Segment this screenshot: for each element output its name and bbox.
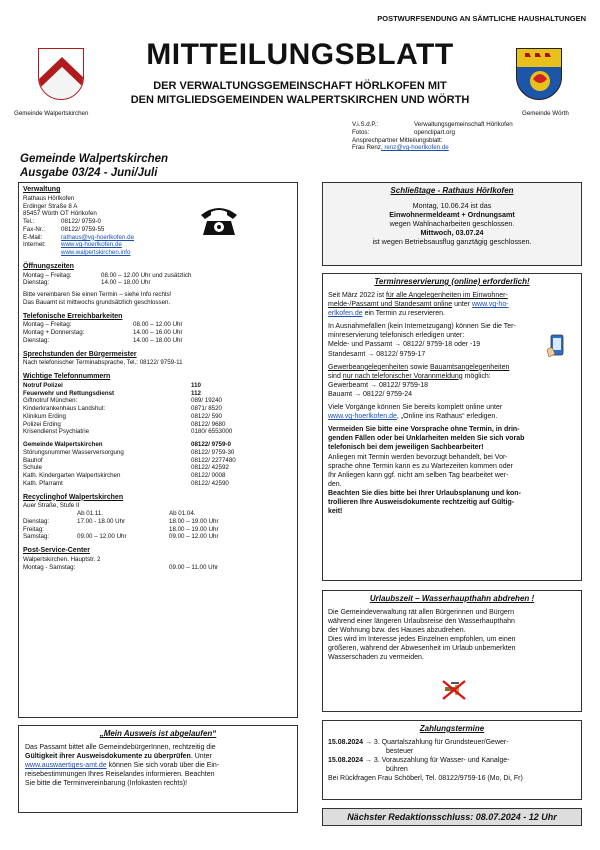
water-tap-icon — [441, 677, 467, 707]
vacation-water-box: Urlaubszeit – Wasserhaupthahn abdrehen ! Die Gemeindeverwaltung rät allen Bürgerinnen und Bürgern während einer längeren Urlaubsreise den Wasserhaupthahn der Wohnung bzw. des Hauses abzudrehen. Dies wird im Interesse jedes Einzelnen empfohlen, um einen größeren, während der Abwesenheit im Urlaub unbemerkten Wasserschaden zu vermeiden. — [322, 590, 582, 712]
page-title: MITTEILUNGSBLATT — [146, 38, 454, 71]
contact-info-box: Verwaltung Rathaus Hörlkofen Erdinger Straße 8 A 85457 Wörth OT Hörlkofen Tel.: 08122/ 9759-0 Fax-Nr.: 08122/ 9759-55 E-Mail: rathaus@vg-hoerlkofen.de Internet: www.vg-hoerlkofen.de www.walpertskirchen.info Öffnungszeiten Montag – Freitag: 08.00 – 12.00 Uhr und zusätzlich Dienstag: 14.00 – 18.00 Uhr Bitte vereinbaren Sie einen Termin – siehe Info rechts! Das Bauamt ist mittwochs grundsätzlich geschlossen. Telefonische Erreichbarkeiten Montag – Freitag: 08.00 – 12.00 Uhr Montag + Donnerstag: 14.00 – 16.00 Uhr Dienstag: 14.00 – 18.00 Uhr Sprechstunden der Bürgermeister Nach telefonischer Terminabsprache, Tel.: 08122/ 9759-11 Wichtige Telefonnummern Notruf Polizei 110 Feuerwehr und Rettungsdienst 112 Giftnotruf München: 089/ 19240 Kinderkrankenhaus Landshut: 0871/ 8520 Klinikum Erding 08122/ 590 Polizei Erding 08122/ 9680 Krisendienst Psychiatrie 0180/ 6553000 Gemeinde Walpertskirchen 08122/ 9759-0 Störungsnummer Wasserversorgung 08122/ 9759-30 Bauhof 08122/ 2277480 Schule 08122/ 42592 Kath. Kindergarten Walpertskirchen 08122/ 0008 Kath. Pfarramt 08122/ 42590 Recyclinghof Walpertskirchen Auer Straße, Stufe II Ab 01.11. Ab 01.04. Dienstag: 17.00 - 18.00 Uhr 18.00 – 19.00 Uhr Freitag: 18.00 – 19.00 Uhr Samstag: 09.00 – 12.00 Uhr 09.00 – 12.00 Uhr Post-Service-Center Walpertskirchen, Hauptstr. 2 Montag - Samstag: 09.00 – 11.00 Uhr — [18, 182, 298, 718]
page-subtitle-1: DER VERWALTUNGSGEMEINSCHAFT HÖRLKOFEN MIT — [153, 80, 447, 92]
phone-availability-heading: Telefonische Erreichbarkeiten — [23, 312, 123, 320]
appointment-box: Terminreservierung (online) erforderlich! Seit März 2022 ist für alle Angelegenheiten im Einwohner- melde-/Passamt und Standesamt online unter www.vg-ho- erlkofen.de ein Termin zu reservieren. In Ausnahmefällen (kein Internetzugang) können Sie die Ter- minreservierung telefonisch erledigen unter: Melde- und Passamt → 08122/ 9759-18 oder -19 Standesamt → 08122/ 9759-17 Gewerbeangelegenheiten sowie Bauamtsangelegenheiten sind nur nach telefonischer Vorannmeldung möglich: Gewerbeamt → 08122/ 9759-18 Bauamt → 08122/ 9759-24 Viele Vorgänge können Sie bereits komplett online unter www.vg-hoerlkofen.de, „Online ins Rathaus“ erledigen. Vermeiden Sie bitte eine Vorsprache ohne Termin, in drin- genden Fällen oder bei Unklarheiten melden Sie sich vorab telefonisch bei dem jeweiligen Sachbearbeiter! Anliegen mit Termin werden bevorzugt behandelt, bei Vor- sprache ohne Termin kann es zu Wartezeiten kommen oder Ihr Anliegen kann ggf. nicht am selben Tag bearbeitet wer- den. Beachten Sie dies bitte bei Ihrer Urlaubsplanung und kon- trollieren Ihre Ausweisdokumente rechtzeitig auf Gültig- keit! — [322, 273, 582, 581]
online-rathaus-link[interactable]: www.vg-hoerlkofen.de — [328, 413, 397, 421]
crest-left-caption: Gemeinde Walpertskirchen — [14, 110, 89, 117]
id-expired-heading: „Mein Ausweis ist abgelaufen“ — [99, 729, 217, 738]
editorial-deadline: Nächster Redaktionsschluss: 08.07.2024 - 12 Uhr — [347, 812, 557, 822]
vg-link-cont[interactable]: erlkofen.de — [328, 310, 363, 318]
email-link[interactable]: rathaus@vg-hoerlkofen.de — [61, 233, 135, 241]
appointment-heading: Terminreservierung (online) erforderlich! — [374, 277, 530, 286]
verwaltung-heading: Verwaltung — [23, 186, 61, 193]
auswaertiges-amt-link[interactable]: www.auswaertiges-amt.de — [25, 762, 107, 770]
payment-dates-box: Zahlungstermine 15.08.2024 → 3. Quartalszahlung für Grundsteuer/Gewer- besteuer 15.08.2024 → 3. Vorauszahlung für Wasser- und Kanalge- bühren Bei Rückfragen Frau Schöberl, Tel. 08122/9759-16 (Mo, Di, Fr) — [322, 720, 582, 800]
vacation-water-heading: Urlaubszeit – Wasserhaupthahn abdrehen ! — [369, 594, 535, 603]
payment-dates-heading: Zahlungstermine — [419, 724, 485, 733]
post-service-heading: Post-Service-Center — [23, 547, 90, 554]
issue-municipality: Gemeinde Walpertskirchen — [20, 153, 169, 165]
vg-link[interactable]: www.vg-ho- — [471, 301, 509, 309]
important-numbers-heading: Wichtige Telefonnummern — [23, 373, 111, 380]
woerth-crest-icon — [516, 48, 562, 100]
closure-days-box: Schließtage - Rathaus Hörlkofen Montag, 10.06.24 ist das Einwohnermeldeamt + Ordnungsamt wegen Wahlnacharbeiten geschlossen. Mittwoch, 03.07.24 ist wegen Betriebsausflug ganztägig geschlossen. — [322, 182, 582, 266]
telephone-icon — [199, 205, 239, 241]
imprint-row: Fotos: openclipart.org — [352, 128, 455, 136]
mayor-hours-heading: Sprechstunden der Bürgermeister — [23, 350, 137, 358]
closure-days-heading: Schließtage - Rathaus Hörlkofen — [390, 186, 514, 195]
website-link-2[interactable]: www.walpertskirchen.info — [61, 249, 131, 256]
crest-right-caption: Gemeinde Wörth — [522, 110, 569, 117]
imprint — [352, 121, 592, 152]
imprint-row: Ansprechpartner Mitteilungsblatt: — [352, 136, 443, 144]
recycling-heading: Recyclinghof Walpertskirchen — [23, 493, 124, 501]
smartphone-icon — [546, 334, 566, 361]
id-expired-box: „Mein Ausweis ist abgelaufen“ Das Passamt bittet alle GemeindebürgerInnen, rechtzeitig die Gültigkeit ihrer Ausweisdokumente zu überprüfen. Unter www.auswaertiges-amt.de können Sie sich vorab über die Ein- reisebestimmungen Ihres Reiselandes informieren. Beachten Sie bitte die Terminvereinbarung (Infokasten rechts)! — [18, 725, 298, 813]
website-link[interactable]: www.vg-hoerlkofen.de — [61, 241, 122, 249]
delivery-note: POSTWURFSENDUNG AN SÄMTLICHE HAUSHALTUNGEN — [377, 14, 586, 23]
opening-hours-heading: Öffnungszeiten — [23, 262, 74, 270]
issue-number: Ausgabe 03/24 - Juni/Juli — [20, 167, 158, 179]
imprint-email-link[interactable]: , renz@vg-hoerlkofen.de — [380, 144, 449, 152]
editorial-deadline-bar — [322, 808, 582, 826]
page-subtitle-2: DEN MITGLIEDSGEMEINDEN WALPERTSKIRCHEN UND WÖRTH — [130, 94, 470, 106]
imprint-row: Frau Renz , renz@vg-hoerlkofen.de — [352, 144, 449, 152]
walpertskirchen-crest-icon — [38, 48, 84, 100]
imprint-row: V.i.S.d.P.: Verwaltungsgemeinschaft Hörlkofen — [352, 121, 513, 128]
